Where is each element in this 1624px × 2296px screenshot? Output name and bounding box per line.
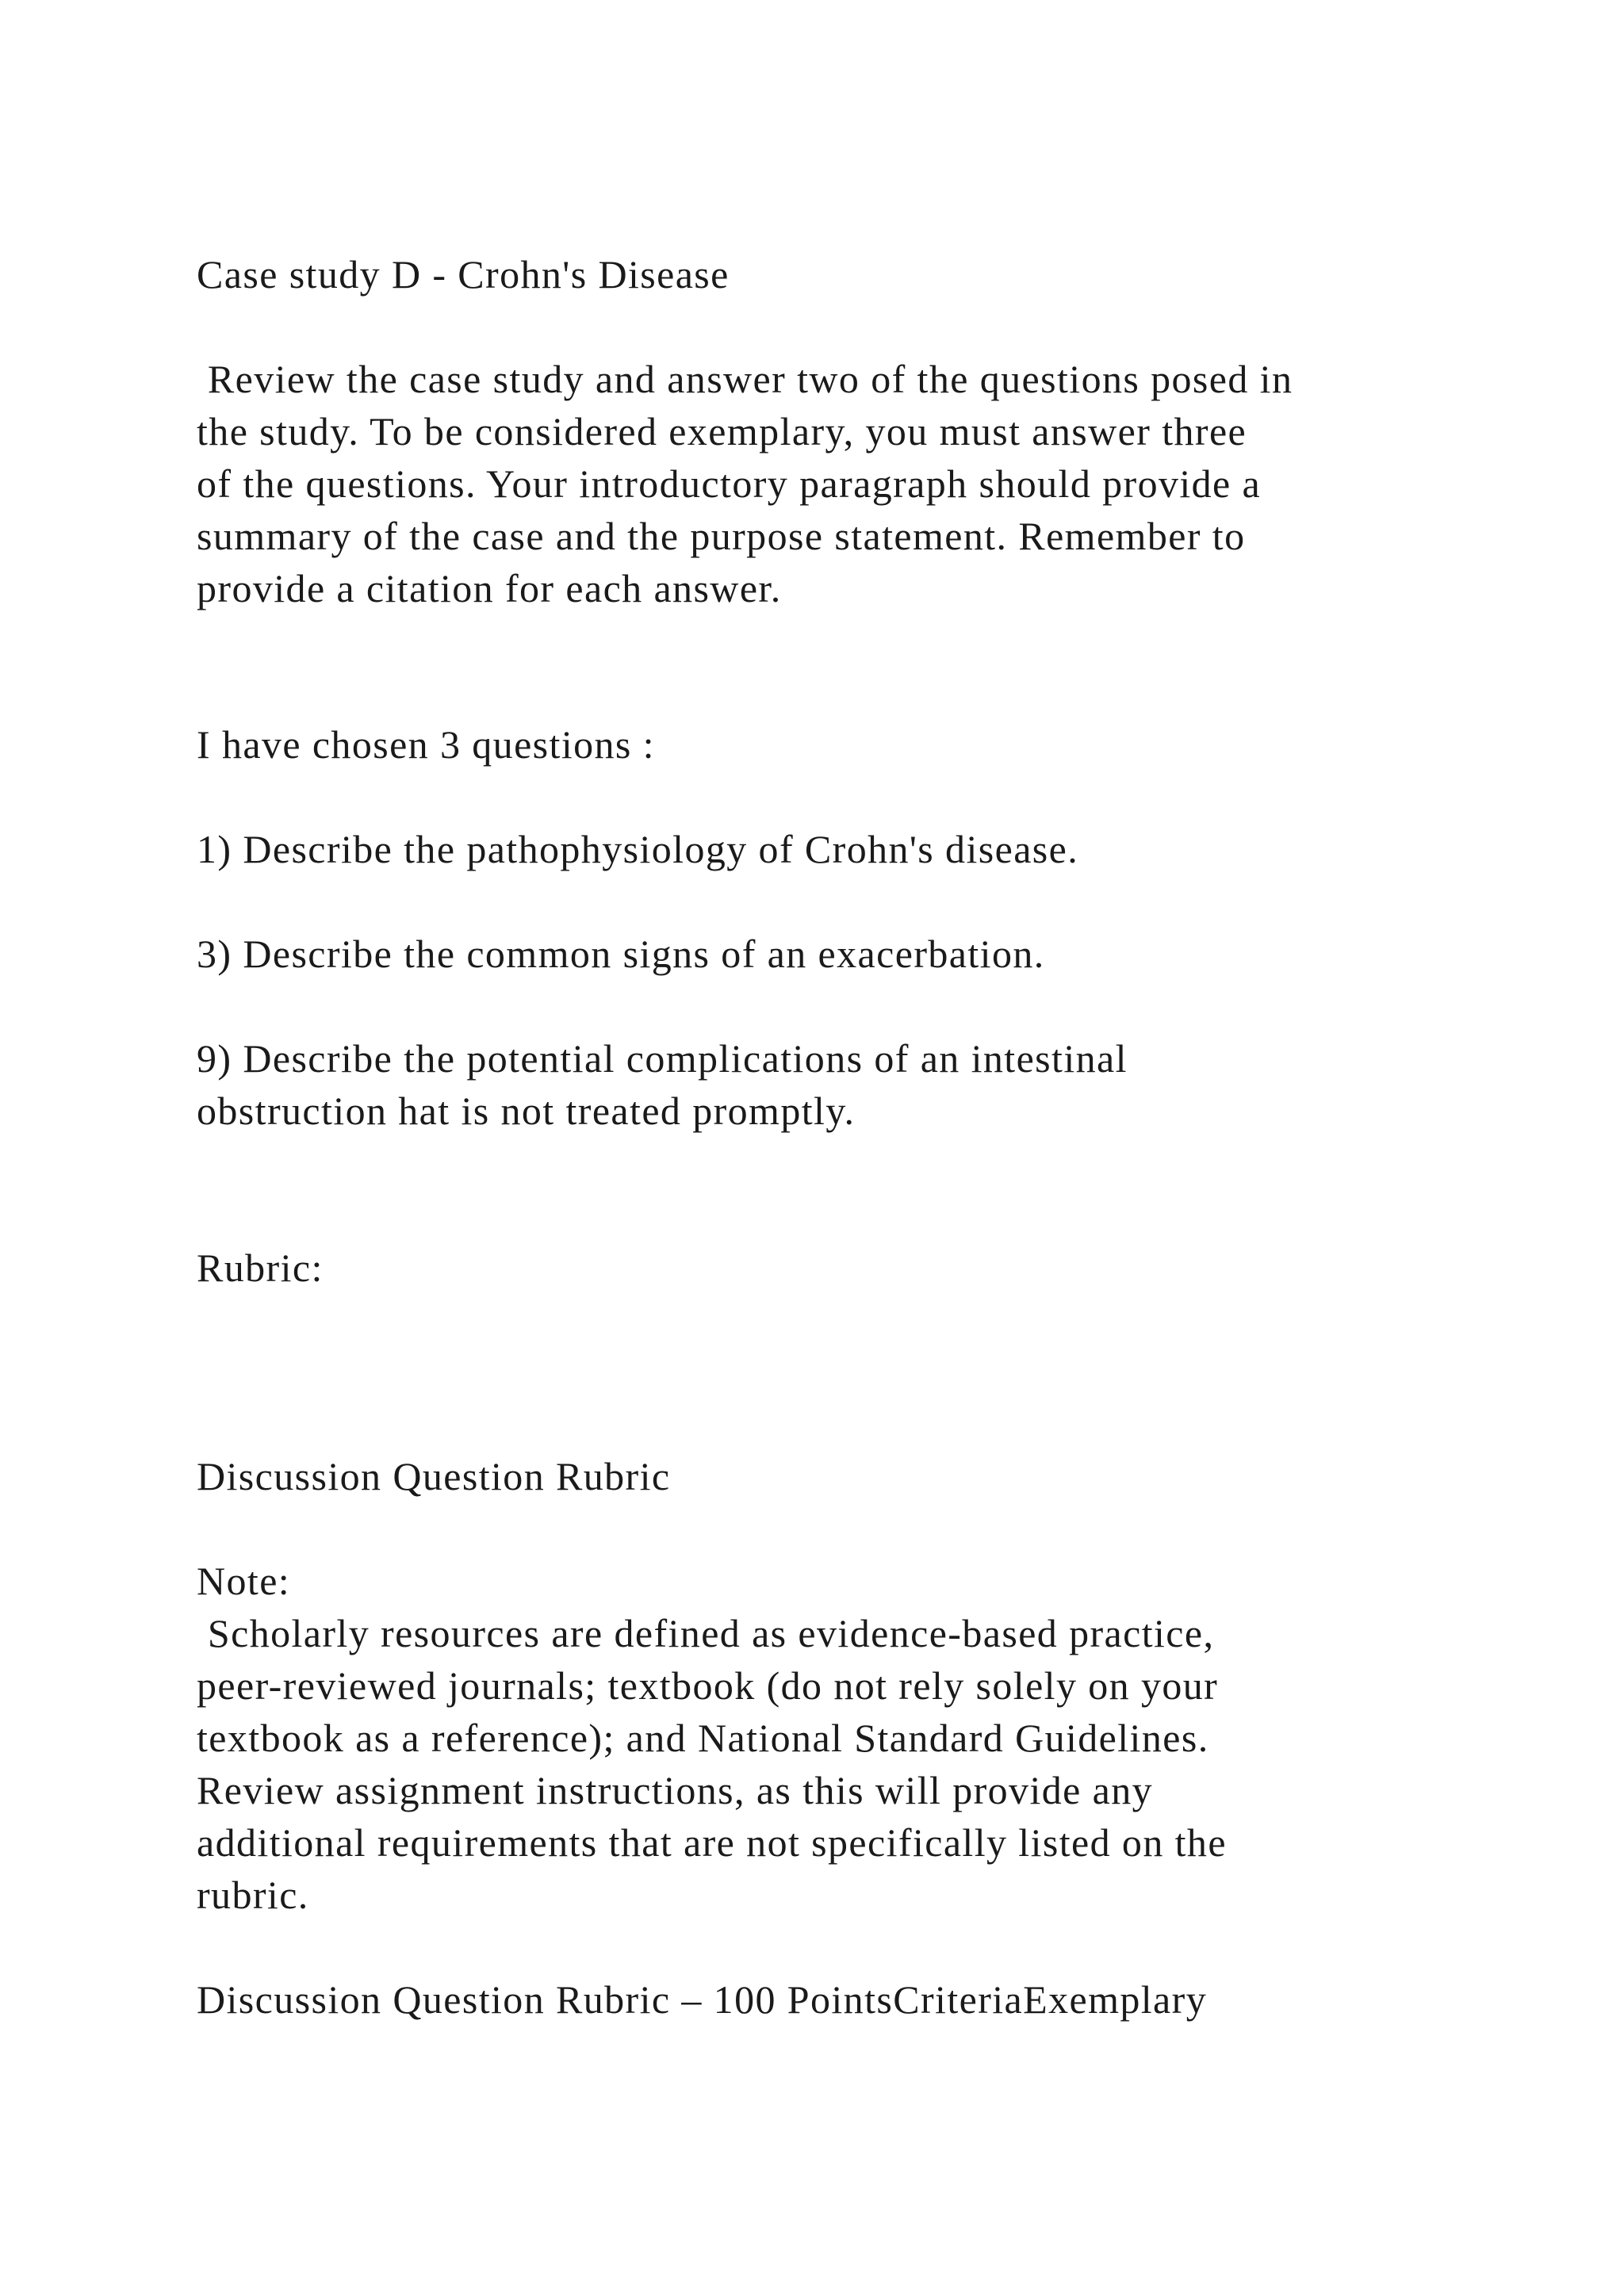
note-line: textbook as a reference); and National Standard Guidelines. xyxy=(197,1716,1209,1760)
rubric-label: Rubric: xyxy=(197,1246,324,1290)
question-9: 9) Describe the potential complications of an intestinal xyxy=(197,1036,1128,1081)
instructions-line: summary of the case and the purpose statement. Remember to xyxy=(197,514,1246,558)
rubric-table-header: Discussion Question Rubric – 100 PointsCriteriaExemplary xyxy=(197,1977,1208,2022)
note-line: rubric. xyxy=(197,1873,309,1917)
instructions-line: of the questions. Your introductory paragraph should provide a xyxy=(197,461,1262,506)
note-line: peer-reviewed journals; textbook (do not rely solely on your xyxy=(197,1663,1219,1708)
chosen-questions-intro: I have chosen 3 questions : xyxy=(197,722,655,767)
instructions-line: provide a citation for each answer. xyxy=(197,566,782,610)
question-3: 3) Describe the common signs of an exacerbation. xyxy=(197,932,1045,976)
note-label: Note: xyxy=(197,1559,291,1603)
question-9-continued: obstruction hat is not treated promptly. xyxy=(197,1089,856,1133)
instructions-line: the study. To be considered exemplary, you must answer three xyxy=(197,409,1247,453)
document-title: Case study D - Crohn's Disease xyxy=(197,252,730,297)
note-line: Review assignment instructions, as this will provide any xyxy=(197,1768,1154,1812)
rubric-heading: Discussion Question Rubric xyxy=(197,1454,671,1498)
note-line: additional requirements that are not specifically listed on the xyxy=(197,1820,1227,1865)
instructions-line: Review the case study and answer two of the questions posed in xyxy=(197,357,1293,401)
question-1: 1) Describe the pathophysiology of Crohn's disease. xyxy=(197,827,1079,871)
note-line: Scholarly resources are defined as evidence-based practice, xyxy=(197,1611,1215,1655)
